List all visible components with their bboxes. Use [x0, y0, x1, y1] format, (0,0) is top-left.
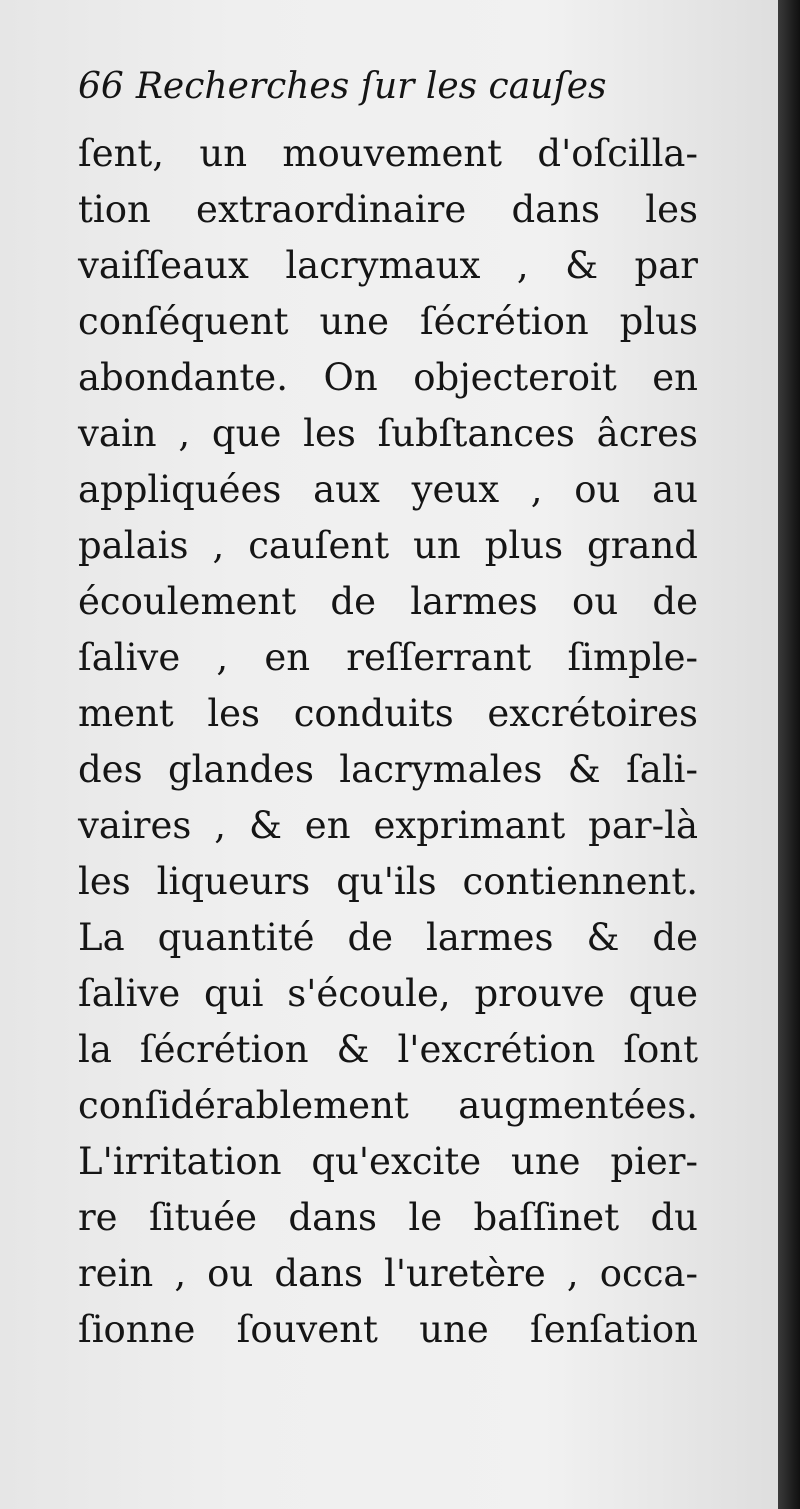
running-title: Recherches ſur les cauſes: [135, 66, 607, 107]
text-line: écoulement de larmes ou de: [78, 580, 698, 623]
text-line: appliquées aux yeux , ou au: [78, 468, 698, 511]
text-line: ſionne ſouvent une ſenſation: [78, 1308, 698, 1351]
page-edge-shadow: [778, 0, 800, 1509]
text-line: L'irritation qu'excite une pier-: [78, 1140, 698, 1183]
text-line: rein , ou dans l'uretère , occa-: [78, 1252, 698, 1295]
body-text: [78, 126, 698, 1358]
text-line: La quantité de larmes & de: [78, 916, 698, 959]
text-line: abondante. On objecteroit en: [78, 356, 698, 399]
text-line: la ſécrétion & l'excrétion ſont: [78, 1028, 698, 1071]
text-line: palais , cauſent un plus grand: [78, 524, 698, 567]
text-line: vaires , & en exprimant par-là: [78, 804, 698, 847]
text-line: vaiſſeaux lacrymaux , & par: [78, 244, 698, 287]
text-line: ſent, un mouvement d'oſcilla-: [78, 132, 698, 175]
text-line: tion extraordinaire dans les: [78, 188, 698, 231]
text-line: ſalive , en reſſerrant ſimple-: [78, 636, 698, 679]
text-line: ment les conduits excrétoires: [78, 692, 698, 735]
text-line: ſalive qui s'écoule, prouve que: [78, 972, 698, 1015]
text-line: conſéquent une ſécrétion plus: [78, 300, 698, 343]
running-header: [78, 66, 606, 107]
text-line: des glandes lacrymales & ſali-: [78, 748, 698, 791]
page-number: 66: [78, 66, 124, 107]
text-line: les liqueurs qu'ils contiennent.: [78, 860, 698, 903]
text-line: re ſituée dans le baſſinet du: [78, 1196, 698, 1239]
text-line: vain , que les ſubſtances âcres: [78, 412, 698, 455]
text-line: conſidérablement augmentées.: [78, 1084, 698, 1127]
